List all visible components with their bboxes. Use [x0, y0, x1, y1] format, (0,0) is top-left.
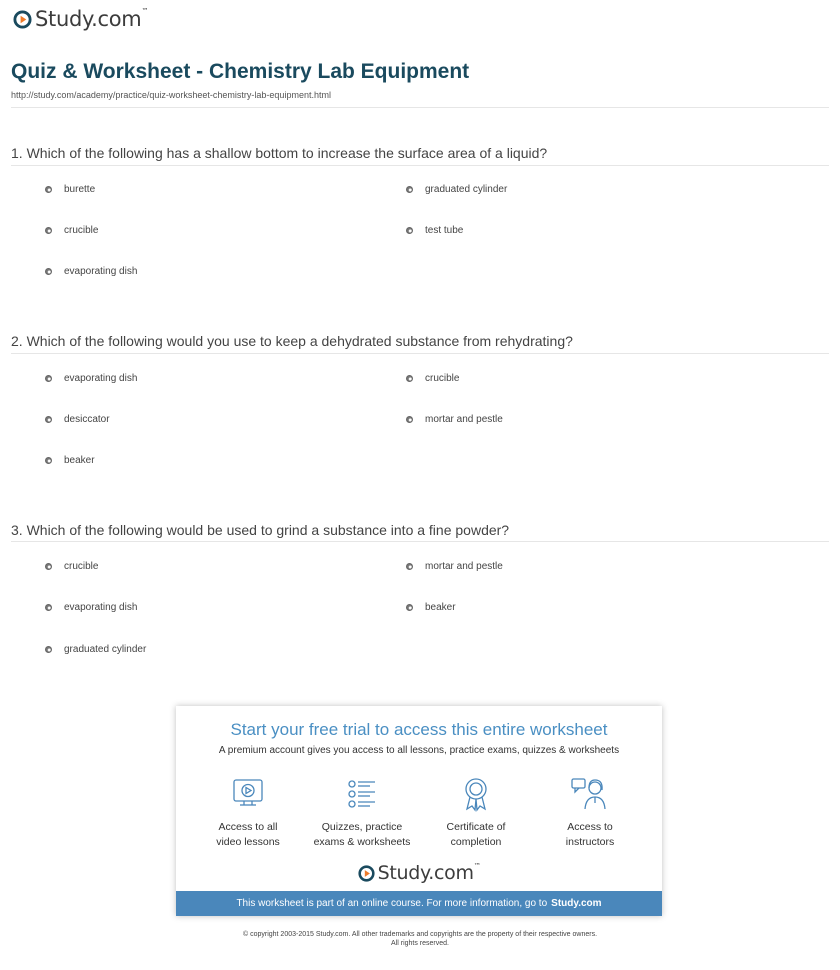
certificate-ribbon-icon — [458, 776, 494, 812]
radio-button[interactable] — [45, 646, 52, 653]
question-3: 3. Which of the following would be used to grind a substance into a fine powder? — [11, 522, 510, 538]
radio-button[interactable] — [45, 604, 52, 611]
answer-option[interactable] — [406, 602, 456, 613]
option-label: mortar and pestle — [425, 561, 503, 572]
logo-text: Study.com™ — [377, 862, 481, 884]
video-lesson-icon — [230, 776, 266, 812]
quiz-list-icon — [344, 776, 380, 812]
answer-option[interactable] — [45, 561, 98, 572]
radio-button[interactable] — [45, 563, 52, 570]
option-label: beaker — [425, 602, 456, 613]
option-label: test tube — [425, 225, 464, 236]
option-label: crucible — [64, 561, 99, 572]
radio-button[interactable] — [45, 227, 52, 234]
answer-option[interactable] — [45, 602, 137, 613]
page-url[interactable]: http://study.com/academy/practice/quiz-worksheet-chemistry-lab-equipment.html — [11, 90, 331, 100]
feature-label: Quizzes, practice exams & worksheets — [313, 821, 411, 848]
instructor-chat-icon — [570, 776, 610, 812]
feature-label: Access to all video lessons — [216, 821, 280, 848]
feature-video-lessons — [193, 776, 303, 850]
option-label: graduated cylinder — [64, 644, 147, 655]
option-label: crucible — [64, 225, 99, 236]
promo-bar-text: This worksheet is part of an online course. For more information, go to — [236, 898, 548, 909]
answer-option[interactable] — [45, 414, 110, 425]
feature-instructors — [535, 776, 645, 850]
divider — [11, 165, 829, 166]
radio-button[interactable] — [406, 227, 413, 234]
radio-button[interactable] — [45, 186, 52, 193]
radio-button[interactable] — [45, 268, 52, 275]
copyright-notice — [0, 930, 840, 948]
option-label: desiccator — [64, 414, 110, 425]
question-1: 1. Which of the following has a shallow bottom to increase the surface area of a liquid? — [11, 145, 548, 161]
answer-option[interactable] — [45, 184, 95, 195]
answer-option[interactable] — [45, 266, 137, 277]
radio-button[interactable] — [406, 416, 413, 423]
copyright-line: © copyright 2003-2015 Study.com. All other trademarks and copyrights are the property of their respective owners. — [242, 931, 598, 938]
answer-option[interactable] — [45, 225, 98, 236]
logo-text: Study.com™ — [35, 7, 149, 31]
answer-option[interactable] — [406, 373, 459, 384]
answer-option[interactable] — [406, 561, 503, 572]
answer-option[interactable] — [45, 373, 137, 384]
divider — [11, 353, 829, 354]
radio-button[interactable] — [45, 457, 52, 464]
option-label: evaporating dish — [64, 602, 138, 613]
feature-quizzes — [307, 776, 417, 850]
page-title: Quiz & Worksheet - Chemistry Lab Equipment — [11, 60, 470, 83]
answer-option[interactable] — [406, 225, 463, 236]
feature-label: Access to instructors — [565, 821, 615, 848]
answer-option[interactable] — [406, 184, 507, 195]
option-label: graduated cylinder — [425, 184, 508, 195]
option-label: beaker — [64, 455, 95, 466]
divider — [11, 541, 829, 542]
question-2: 2. Which of the following would you use to keep a dehydrated substance from rehydrating? — [11, 333, 573, 349]
radio-button[interactable] — [406, 186, 413, 193]
play-circle-icon — [358, 865, 375, 882]
option-label: evaporating dish — [64, 266, 138, 277]
answer-option[interactable] — [45, 455, 95, 466]
copyright-line: All rights reserved. — [391, 940, 449, 947]
promo-subline: A premium account gives you access to all lessons, practice exams, quizzes & worksheets — [218, 745, 620, 756]
answer-option[interactable] — [406, 414, 503, 425]
radio-button[interactable] — [406, 563, 413, 570]
option-label: mortar and pestle — [425, 414, 503, 425]
feature-certificate — [421, 776, 531, 850]
radio-button[interactable] — [406, 375, 413, 382]
option-label: crucible — [425, 373, 460, 384]
free-trial-promo — [176, 706, 662, 916]
promo-logo[interactable] — [176, 862, 662, 884]
option-label: burette — [64, 184, 96, 195]
radio-button[interactable] — [406, 604, 413, 611]
option-label: evaporating dish — [64, 373, 138, 384]
study-logo[interactable] — [13, 7, 148, 31]
divider — [11, 107, 829, 108]
promo-info-bar — [176, 891, 662, 916]
play-circle-icon — [13, 10, 32, 29]
answer-option[interactable] — [45, 644, 146, 655]
promo-bar-link[interactable]: Study.com — [551, 898, 602, 909]
feature-label: Certificate of completion — [446, 821, 506, 848]
promo-headline[interactable]: Start your free trial to access this entire worksheet — [230, 720, 608, 739]
radio-button[interactable] — [45, 416, 52, 423]
radio-button[interactable] — [45, 375, 52, 382]
